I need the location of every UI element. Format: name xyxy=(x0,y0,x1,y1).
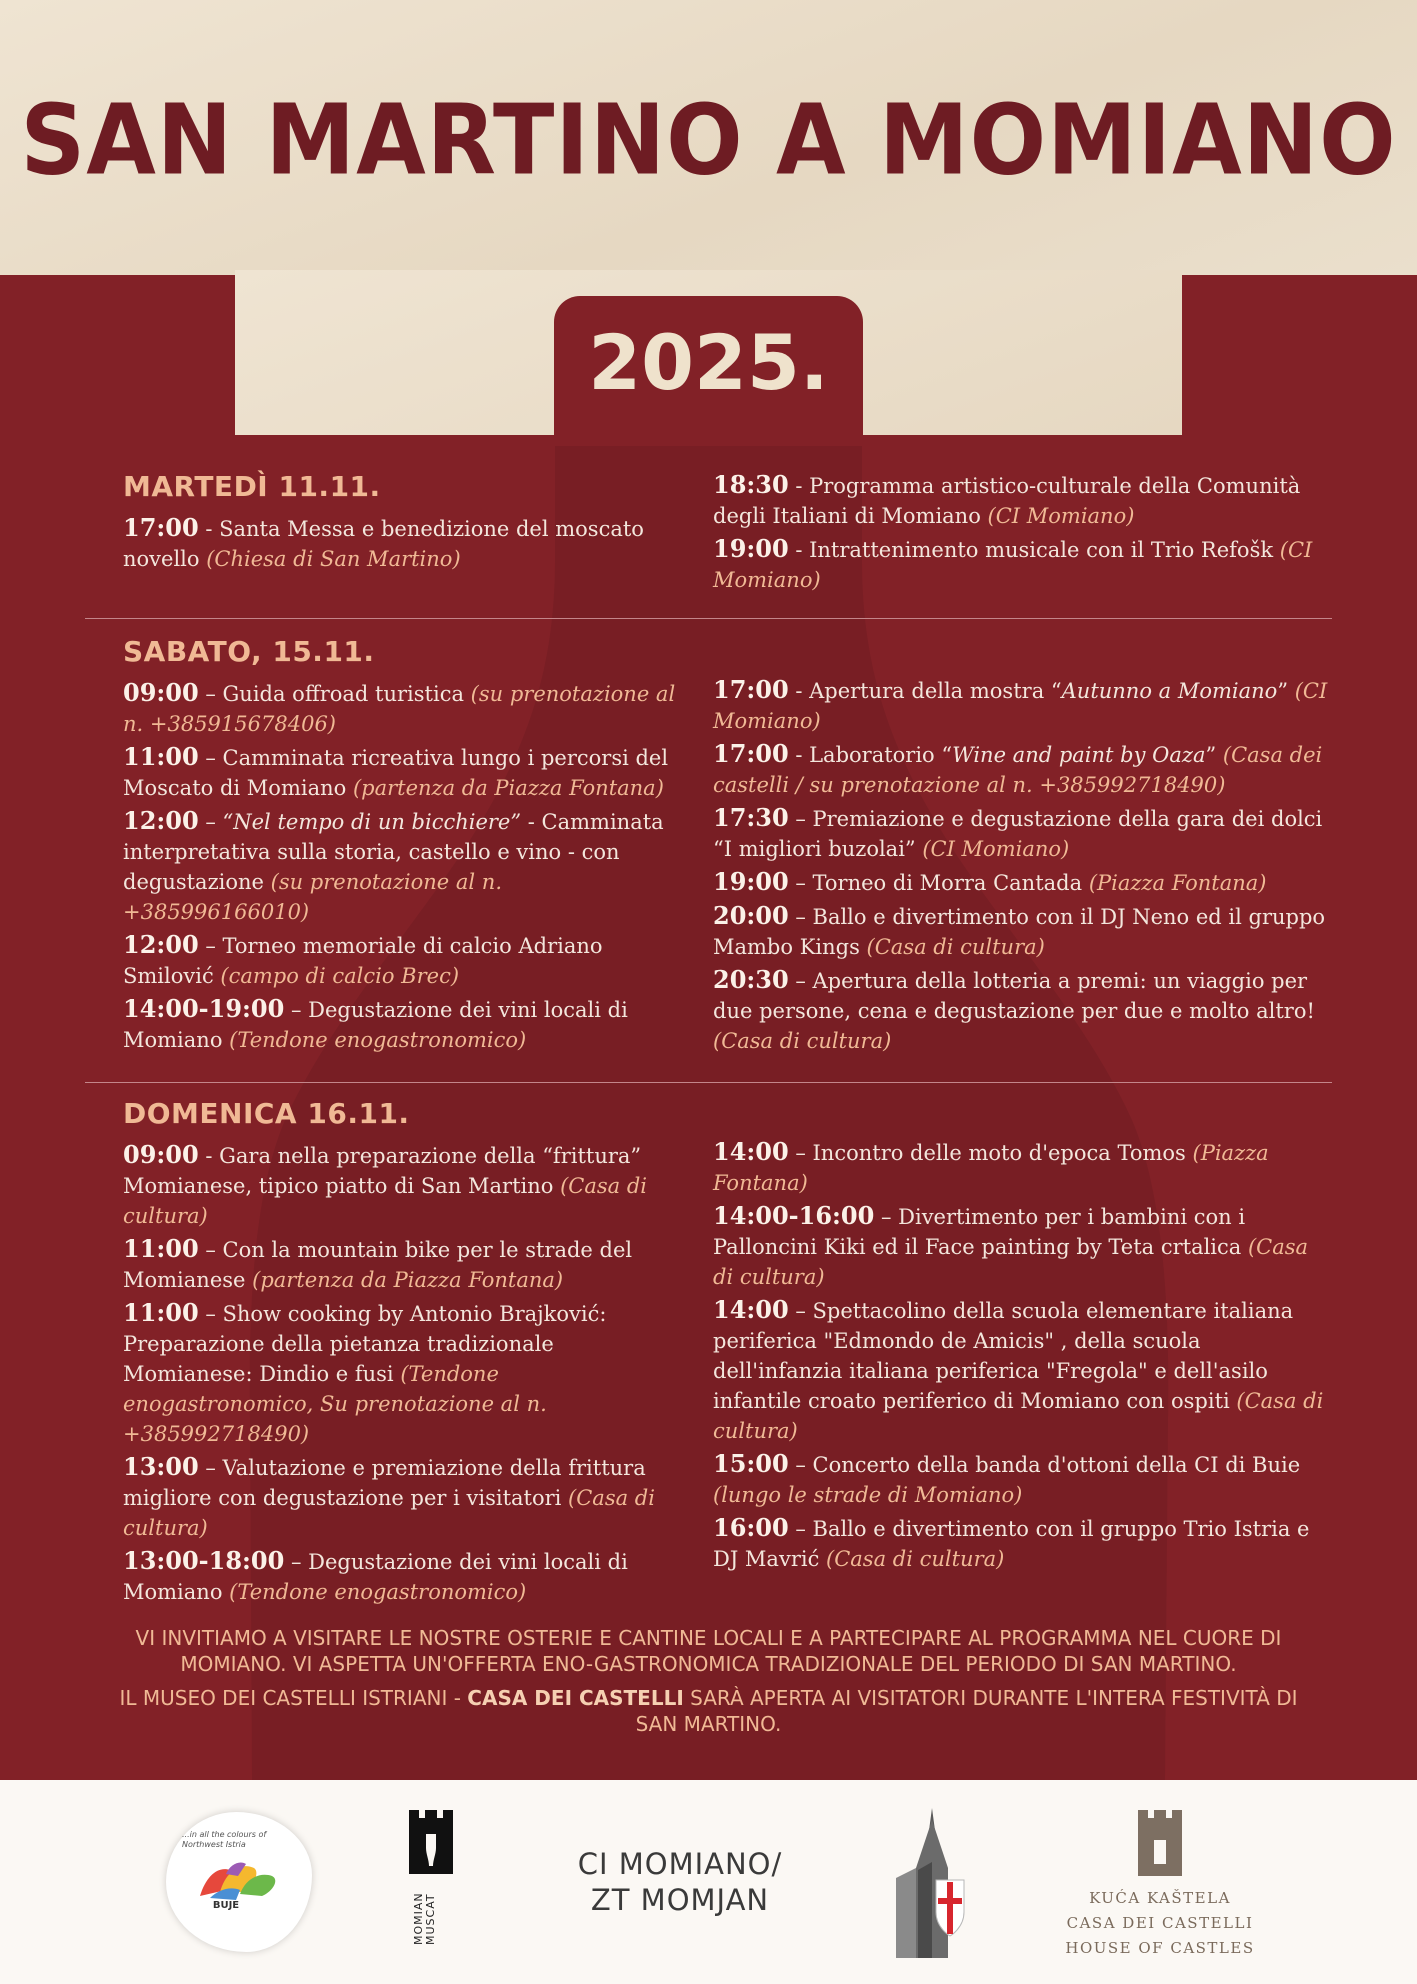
event-location: (Casa di cultura) xyxy=(826,1547,1005,1571)
event-item: 13:00-18:00 – Degustazione dei vini locali di Momiano (Tendone enogastronomico) xyxy=(123,1546,628,1604)
invite-note: VI INVITIAMO A VISITARE LE NOSTRE OSTERIE E CANTINE LOCALI E A PARTECIPARE AL PROGRAMMA NEL CUORE DI MOMIANO. VI ASPETTA UN'OFFERTA ENO-GASTRONOMICA TRADIZIONALE DEL PERIODO DI SAN MARTINO. xyxy=(135,1626,1282,1676)
event-location: (Chiesa di San Martino) xyxy=(206,547,461,571)
event-time: 17:30 xyxy=(713,803,789,832)
event-text: Camminata ricreativa lungo i percorsi del Moscato di Momiano xyxy=(123,746,669,800)
event-item: 18:30 - Programma artistico-culturale della Comunità degli Italiani di Momiano (CI Momiano) xyxy=(713,470,1301,528)
event-location: (Piazza Fontana) xyxy=(1088,871,1267,895)
castle-tower-icon xyxy=(1136,1810,1184,1876)
event-time: 17:00 xyxy=(713,675,789,704)
event-text: Santa Messa e benedizione del moscato novello xyxy=(123,517,644,571)
event-text: Spettacolino della scuola elementare italiana periferica "Edmondo de Amicis" , della scuola dell'infanzia italiana periferica "Fregola" e dell'asilo infantile croato periferico di Momiano con ospiti xyxy=(713,1299,1294,1413)
event-text: Premiazione e degustazione della gara dei dolci “I migliori buzolai” xyxy=(713,807,1323,861)
event-item: 19:00 – Torneo di Morra Cantada (Piazza Fontana) xyxy=(713,867,1267,896)
poster-year: 2025. xyxy=(588,318,829,407)
event-time: 11:00 xyxy=(123,1298,199,1327)
event-time: 09:00 xyxy=(123,678,199,707)
event-time: 19:00 xyxy=(713,867,789,896)
event-item: 11:00 – Camminata ricreativa lungo i percorsi del Moscato di Momiano (partenza da Piazza Fontana) xyxy=(123,742,669,800)
day-heading: DOMENICA 16.11. xyxy=(123,1097,410,1130)
event-location: (Casa di cultura) xyxy=(713,1029,892,1053)
event-item: 20:30 – Apertura della lotteria a premi: un viaggio per due persone, cena e degustazione per due e molto altro! (Casa di cultura) xyxy=(713,965,1315,1053)
event-location: (lungo le strade di Momiano) xyxy=(713,1483,1023,1507)
day-column-right xyxy=(713,1137,1333,1577)
event-location: (Tendone enogastronomico) xyxy=(229,1028,527,1052)
museum-note: IL MUSEO DEI CASTELLI ISTRIANI - CASA DEI CASTELLI SARÀ APERTA AI VISITATORI DURANTE L'INTERA FESTIVITÀ DI SAN MARTINO. xyxy=(119,1686,1298,1736)
event-text: Degustazione dei vini locali di Momiano xyxy=(123,1550,628,1604)
event-title: Wine and paint by Oaza xyxy=(952,743,1206,767)
day-column-right xyxy=(713,675,1333,1059)
event-text: Programma artistico-culturale della Comunità degli Italiani di Momiano xyxy=(713,474,1301,528)
event-text: Apertura della lotteria a premi: un viaggio per due persone, cena e degustazione per due e molto altro! xyxy=(713,969,1315,1023)
closing-notes xyxy=(100,1625,1317,1745)
event-location: (Casa di cultura) xyxy=(713,1389,1324,1443)
event-location: (Casa di cultura) xyxy=(713,1235,1309,1289)
event-item: 20:00 – Ballo e divertimento con il DJ Neno ed il gruppo Mambo Kings (Casa di cultura) xyxy=(713,901,1326,959)
event-text: Torneo memoriale di calcio Adriano Smilović xyxy=(123,934,603,988)
event-time: 11:00 xyxy=(123,1234,199,1263)
event-location: (CI Momiano) xyxy=(713,538,1313,592)
event-item: 14:00 – Spettacolino della scuola elementare italiana periferica "Edmondo de Amicis" , della scuola dell'infanzia italiana periferica "Fregola" e dell'asilo infantile croato periferico di Momiano con ospiti (Casa di cultura) xyxy=(713,1295,1324,1443)
event-time: 20:00 xyxy=(713,901,789,930)
poster-title: SAN MARTINO A MOMIANO xyxy=(20,83,1397,198)
buje-colour-mark-icon xyxy=(196,1856,282,1902)
event-item: 15:00 – Concerto della banda d'ottoni della CI di Buie (lungo le strade di Momiano) xyxy=(713,1449,1301,1507)
event-item: 17:30 – Premiazione e degustazione della gara dei dolci “I migliori buzolai” (CI Momiano) xyxy=(713,803,1323,861)
event-item: 14:00 – Incontro delle moto d'epoca Tomos (Piazza Fontana) xyxy=(713,1137,1269,1195)
museum-name: CASA DEI CASTELLI xyxy=(467,1686,684,1710)
event-text: Degustazione dei vini locali di Momiano xyxy=(123,998,628,1052)
event-text: Ballo e divertimento con il gruppo Trio Istria e DJ Mavrić xyxy=(713,1517,1310,1571)
buje-tagline: ...in all the colours of Northwest Istria xyxy=(182,1830,267,1849)
event-item: 17:00 - Santa Messa e benedizione del moscato novello (Chiesa di San Martino) xyxy=(123,513,644,571)
event-item: 17:00 - Apertura della mostra “Autunno a Momiano” (CI Momiano) xyxy=(713,675,1328,733)
event-location: (Tendone enogastronomico, Su prenotazione al n. +385992718490) xyxy=(123,1362,547,1446)
event-time: 11:00 xyxy=(123,742,199,771)
event-location: (Casa di cultura) xyxy=(866,935,1045,959)
event-item: 17:00 - Laboratorio “Wine and paint by Oaza” (Casa dei castelli / su prenotazione al n. +385992718490) xyxy=(713,739,1323,797)
event-location: (CI Momiano) xyxy=(922,837,1070,861)
muscat-label: MOMIAN MUSCAT xyxy=(412,1892,437,1945)
event-item: 12:00 – “Nel tempo di un bicchiere” - Camminata interpretativa sulla storia, castello e vino - con degustazione (su prenotazione al n. +385996166010) xyxy=(123,806,664,924)
event-text: Torneo di Morra Cantada xyxy=(812,871,1089,895)
section-divider xyxy=(85,618,1332,619)
event-item: 14:00-19:00 – Degustazione dei vini locali di Momiano (Tendone enogastronomico) xyxy=(123,994,628,1052)
event-location: (Casa dei castelli / su prenotazione al n. +385992718490) xyxy=(713,743,1323,797)
day-heading: MARTEDÌ 11.11. xyxy=(123,470,381,503)
event-location: (CI Momiano) xyxy=(987,504,1135,528)
event-item: 14:00-16:00 – Divertimento per i bambini con i Palloncini Kiki ed il Face painting by Teta crtalica (Casa di cultura) xyxy=(713,1201,1309,1289)
day-column-right xyxy=(713,470,1333,598)
event-location: (partenza da Piazza Fontana) xyxy=(252,1268,564,1292)
event-text: - Camminata interpretativa sulla storia, castello e vino - con degustazione xyxy=(123,810,664,894)
event-time: 20:30 xyxy=(713,965,789,994)
event-text: Gara nella preparazione della “frittura” Momianese, tipico piatto di San Martino xyxy=(123,1144,642,1198)
event-time: 09:00 xyxy=(123,1140,199,1169)
event-time: 18:30 xyxy=(713,470,789,499)
buje-name: BUJE xyxy=(212,1900,240,1911)
event-text: Show cooking by Antonio Brajković: Preparazione della pietanza tradizionale Momianese: Dindio e fusi xyxy=(123,1302,607,1386)
event-item: 09:00 – Guida offroad turistica (su prenotazione al n. +385915678406) xyxy=(123,678,676,736)
event-location: (campo di calcio Brec) xyxy=(220,964,460,988)
event-text: Ballo e divertimento con il DJ Neno ed il gruppo Mambo Kings xyxy=(713,905,1326,959)
event-location: (su prenotazione al n. +385996166010) xyxy=(123,870,503,924)
event-text: Guida offroad turistica xyxy=(222,682,471,706)
event-item: 19:00 - Intrattenimento musicale con il Trio Refošk (CI Momiano) xyxy=(713,534,1313,592)
day-heading: SABATO, 15.11. xyxy=(123,635,375,668)
event-text: Incontro delle moto d'epoca Tomos xyxy=(812,1141,1193,1165)
event-time: 14:00-19:00 xyxy=(123,994,285,1023)
castle-label: KUĆA KAŠTELA CASA DEI CASTELLI HOUSE OF CASTLES xyxy=(1065,1889,1255,1957)
event-time: 14:00-16:00 xyxy=(713,1201,875,1230)
event-location: (partenza da Piazza Fontana) xyxy=(352,776,664,800)
event-location: (CI Momiano) xyxy=(713,679,1328,733)
event-time: 14:00 xyxy=(713,1137,789,1166)
ci-momiano-logo: CI MOMIANO/ ZT MOMJAN xyxy=(577,1847,783,1917)
event-time: 16:00 xyxy=(713,1513,789,1542)
event-time: 13:00-18:00 xyxy=(123,1546,285,1575)
event-time: 17:00 xyxy=(713,739,789,768)
day-column-left xyxy=(123,635,683,1058)
event-text: Concerto della banda d'ottoni della CI di Buie xyxy=(812,1453,1301,1477)
event-item: 09:00 - Gara nella preparazione della “frittura” Momianese, tipico piatto di San Martino (Casa di cultura) xyxy=(123,1140,647,1228)
event-time: 14:00 xyxy=(713,1295,789,1324)
event-item: 11:00 – Con la mountain bike per le strade del Momianese (partenza da Piazza Fontana) xyxy=(123,1234,633,1292)
event-text: Apertura della mostra “ xyxy=(809,679,1062,703)
event-time: 13:00 xyxy=(123,1452,199,1481)
day-column-left xyxy=(123,470,683,577)
section-divider xyxy=(85,1082,1332,1083)
event-time: 17:00 xyxy=(123,513,199,542)
event-text: Valutazione e premiazione della frittura migliore con degustazione per i visitatori xyxy=(123,1456,646,1510)
event-title: “Nel tempo di un bicchiere” xyxy=(222,810,522,834)
event-time: 19:00 xyxy=(713,534,789,563)
event-time: 12:00 xyxy=(123,806,199,835)
event-text: Con la mountain bike per le strade del Momianese xyxy=(123,1238,633,1292)
event-item: 16:00 – Ballo e divertimento con il gruppo Trio Istria e DJ Mavrić (Casa di cultura) xyxy=(713,1513,1310,1571)
event-text: Intrattenimento musicale con il Trio Refošk xyxy=(809,538,1280,562)
event-text: Divertimento per i bambini con i Palloncini Kiki ed il Face painting by Teta crtalica xyxy=(713,1205,1248,1259)
event-location: (su prenotazione al n. +385915678406) xyxy=(123,682,676,736)
event-item: 11:00 – Show cooking by Antonio Brajković: Preparazione della pietanza tradizionale Momianese: Dindio e fusi (Tendone enogastronomico, Su prenotazione al n. +385992718490) xyxy=(123,1298,607,1446)
event-text: Laboratorio “ xyxy=(809,743,953,767)
event-location: (Casa di cultura) xyxy=(123,1486,655,1540)
event-location: (Tendone enogastronomico) xyxy=(229,1580,527,1604)
event-time: 15:00 xyxy=(713,1449,789,1478)
day-column-left xyxy=(123,1097,683,1610)
event-item: 12:00 – Torneo memoriale di calcio Adriano Smilović (campo di calcio Brec) xyxy=(123,930,603,988)
event-item: 13:00 – Valutazione e premiazione della frittura migliore con degustazione per i visitatori (Casa di cultura) xyxy=(123,1452,655,1540)
church-shield-icon xyxy=(892,1808,972,1958)
event-location: (Piazza Fontana) xyxy=(713,1141,1269,1195)
event-title: Autunno a Momiano xyxy=(1061,679,1278,703)
event-time: 12:00 xyxy=(123,930,199,959)
event-location: (Casa di cultura) xyxy=(123,1174,647,1228)
